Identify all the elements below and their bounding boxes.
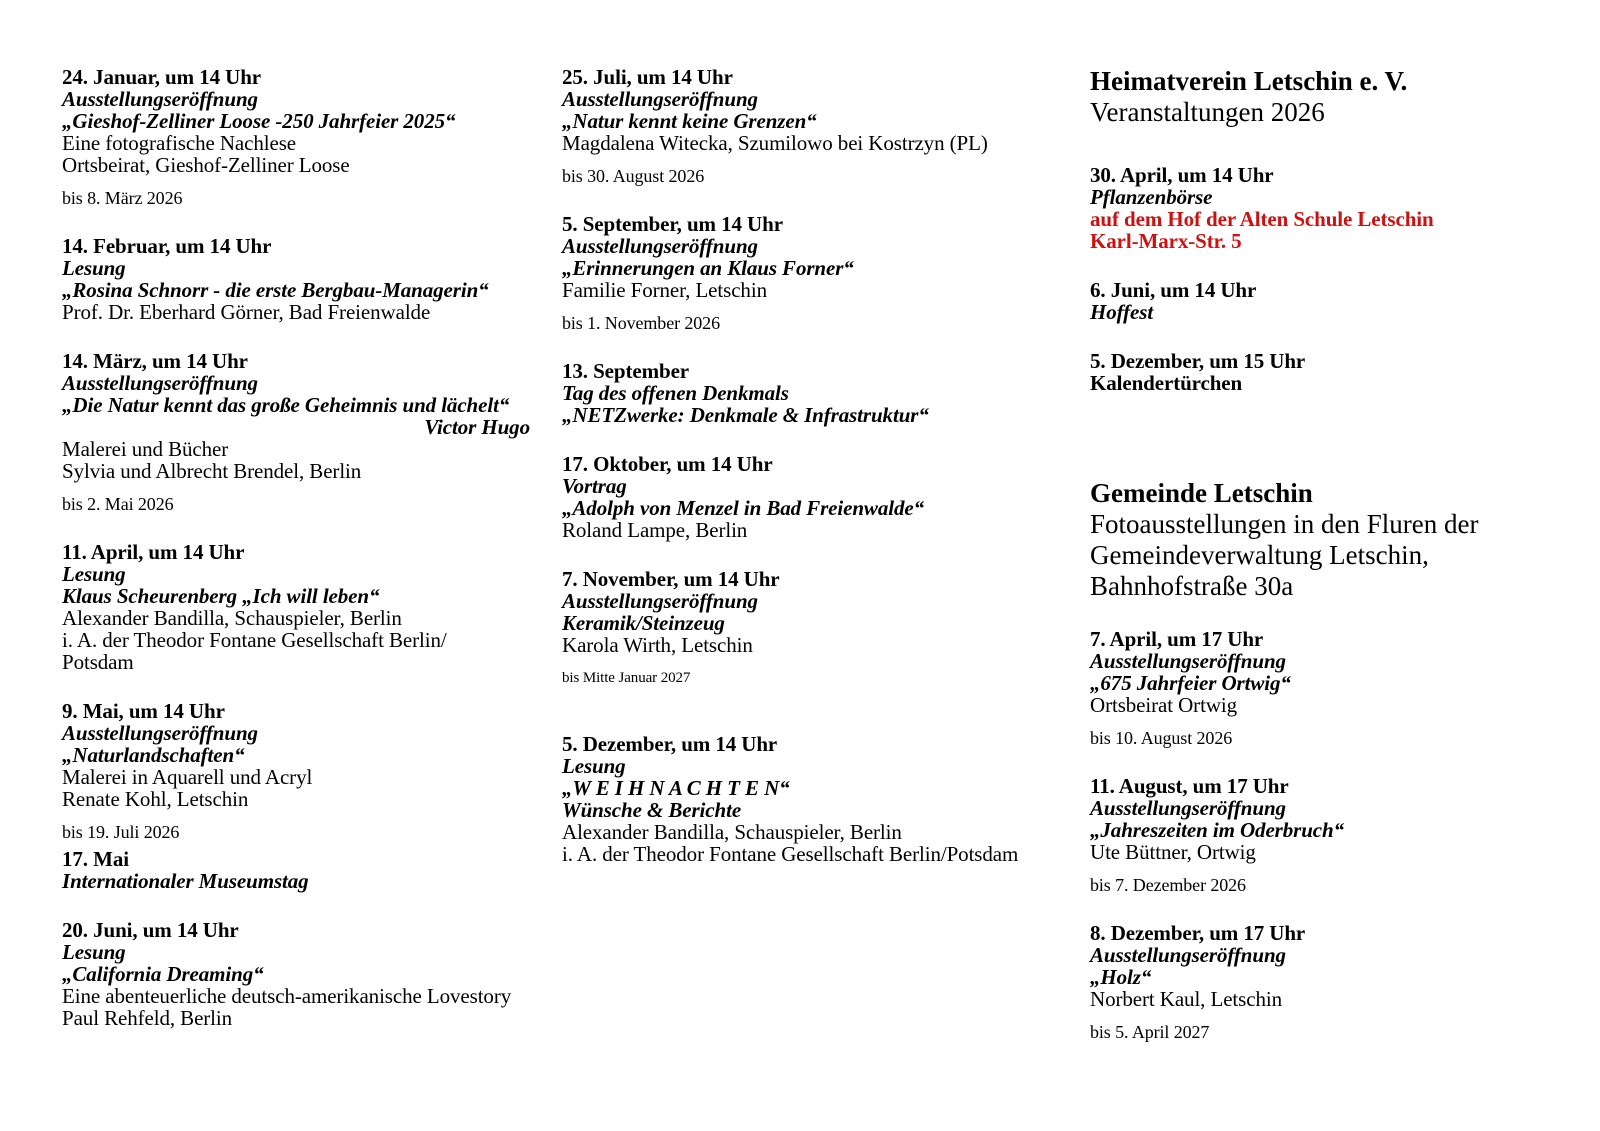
event-subtitle: Wünsche & Berichte — [562, 798, 742, 822]
event-category: Ausstellungseröffnung — [562, 87, 758, 111]
event-block — [62, 700, 544, 842]
event-detail: Potsdam — [62, 650, 134, 674]
event-detail: Familie Forner, Letschin — [562, 278, 767, 302]
event-title: Klaus Scheurenberg „Ich will leben“ — [62, 584, 380, 608]
event-block — [562, 66, 1044, 186]
event-block — [1090, 922, 1542, 1042]
event-date: 8. Dezember, um 17 Uhr — [1090, 921, 1306, 945]
event-title: Keramik/Steinzeug — [562, 611, 725, 635]
event-block — [562, 360, 1044, 426]
event-block — [562, 453, 1044, 541]
event-date: 17. Oktober, um 14 Uhr — [562, 452, 773, 476]
event-category: Lesung — [562, 754, 626, 778]
event-date: 25. Juli, um 14 Uhr — [562, 65, 733, 89]
event-until: bis 2. Mai 2026 — [62, 494, 174, 514]
event-block — [562, 213, 1044, 333]
event-detail: Paul Rehfeld, Berlin — [62, 1006, 233, 1030]
event-block — [1090, 350, 1542, 394]
event-category: Ausstellungseröffnung — [1090, 649, 1286, 673]
event-until: bis 1. November 2026 — [562, 313, 720, 333]
event-block — [62, 235, 544, 323]
event-date: 20. Juni, um 14 Uhr — [62, 918, 239, 942]
event-detail: Magdalena Witecka, Szumilowo bei Kostrzyn (PL) — [562, 131, 988, 155]
event-block — [1090, 775, 1542, 895]
event-category: Ausstellungseröffnung — [62, 87, 258, 111]
event-block — [62, 66, 544, 208]
event-date: 7. April, um 17 Uhr — [1090, 627, 1264, 651]
event-category: Internationaler Museumstag — [62, 869, 309, 893]
event-category: Ausstellungseröffnung — [1090, 796, 1286, 820]
section-subtitle: Gemeindeverwaltung Letschin, — [1090, 540, 1429, 570]
event-category: Lesung — [62, 940, 126, 964]
event-category: Ausstellungseröffnung — [62, 371, 258, 395]
event-title: „Holz“ — [1090, 965, 1152, 989]
event-block — [62, 541, 544, 673]
event-block — [62, 848, 544, 892]
event-until: bis 10. August 2026 — [1090, 728, 1233, 748]
event-category: Hoffest — [1090, 300, 1154, 324]
event-detail: Prof. Dr. Eberhard Görner, Bad Freienwalde — [62, 300, 431, 324]
event-title: „Naturlandschaften“ — [62, 743, 245, 767]
event-date: 30. April, um 14 Uhr — [1090, 163, 1274, 187]
event-title: „California Dreaming“ — [62, 962, 264, 986]
event-date: 11. April, um 14 Uhr — [62, 540, 245, 564]
column-organisation — [1090, 66, 1542, 1069]
event-detail: i. A. der Theodor Fontane Gesellschaft Berlin/Potsdam — [562, 842, 1019, 866]
event-title: „Rosina Schnorr - die erste Bergbau-Managerin“ — [62, 278, 489, 302]
event-name: Kalendertürchen — [1090, 371, 1243, 395]
event-date: 7. November, um 14 Uhr — [562, 567, 780, 591]
event-category: Ausstellungseröffnung — [562, 589, 758, 613]
event-detail: i. A. der Theodor Fontane Gesellschaft Berlin/ — [62, 628, 447, 652]
event-title: „W E I H N A C H T E N“ — [562, 776, 790, 800]
event-block — [1090, 164, 1542, 252]
event-date: 14. Februar, um 14 Uhr — [62, 234, 272, 258]
event-category: Lesung — [62, 256, 126, 280]
event-detail: Ute Büttner, Ortwig — [1090, 840, 1256, 864]
event-category: Ausstellungseröffnung — [562, 234, 758, 258]
section-header — [1090, 478, 1542, 602]
event-date: 24. Januar, um 14 Uhr — [62, 65, 261, 89]
event-address-red: Karl-Marx-Str. 5 — [1090, 229, 1242, 253]
event-title: „Natur kennt keine Grenzen“ — [562, 109, 817, 133]
event-detail: Malerei in Aquarell und Acryl — [62, 765, 313, 789]
event-block — [62, 350, 544, 514]
event-category: Ausstellungseröffnung — [1090, 943, 1286, 967]
event-detail: Eine fotografische Nachlese — [62, 131, 297, 155]
event-date: 11. August, um 17 Uhr — [1090, 774, 1289, 798]
event-until: bis 30. August 2026 — [562, 166, 705, 186]
event-detail: Ortsbeirat Ortwig — [1090, 693, 1238, 717]
event-detail: Alexander Bandilla, Schauspieler, Berlin — [62, 606, 402, 630]
event-category: Pflanzenbörse — [1090, 185, 1213, 209]
event-date: 14. März, um 14 Uhr — [62, 349, 248, 373]
event-date: 5. September, um 14 Uhr — [562, 212, 783, 236]
event-detail: Karola Wirth, Letschin — [562, 633, 753, 657]
org-header — [1090, 66, 1542, 128]
event-category: Vortrag — [562, 474, 627, 498]
event-attribution: Victor Hugo — [424, 415, 530, 439]
event-title: „Jahreszeiten im Oderbruch“ — [1090, 818, 1344, 842]
event-block — [1090, 628, 1542, 748]
event-detail: Alexander Bandilla, Schauspieler, Berlin — [562, 820, 902, 844]
section-title: Gemeinde Letschin — [1090, 478, 1313, 508]
event-block — [1090, 279, 1542, 323]
event-title: „Die Natur kennt das große Geheimnis und lächelt“ — [62, 393, 510, 417]
event-date: 5. Dezember, um 15 Uhr — [1090, 349, 1306, 373]
event-title: „Erinnerungen an Klaus Forner“ — [562, 256, 854, 280]
event-detail: Malerei und Bücher — [62, 437, 229, 461]
section-subtitle: Bahnhofstraße 30a — [1090, 571, 1294, 601]
event-until: bis 5. April 2027 — [1090, 1022, 1210, 1042]
event-detail: Sylvia und Albrecht Brendel, Berlin — [62, 459, 362, 483]
event-category: Tag des offenen Denkmals — [562, 381, 789, 405]
section-subtitle: Fotoausstellungen in den Fluren der — [1090, 509, 1479, 539]
column-jul-dez — [562, 66, 1044, 892]
event-date: 6. Juni, um 14 Uhr — [1090, 278, 1257, 302]
event-title: „NETZwerke: Denkmale & Infrastruktur“ — [562, 403, 929, 427]
event-category: Lesung — [62, 562, 126, 586]
event-date: 17. Mai — [62, 847, 129, 871]
org-title: Heimatverein Letschin e. V. — [1090, 66, 1408, 96]
event-until: bis Mitte Januar 2027 — [562, 670, 691, 686]
event-detail: Ortsbeirat, Gieshof-Zelliner Loose — [62, 153, 350, 177]
event-block — [562, 733, 1044, 865]
event-detail: Eine abenteuerliche deutsch-amerikanische Lovestory — [62, 984, 512, 1008]
event-block — [562, 568, 1044, 687]
event-title: „675 Jahrfeier Ortwig“ — [1090, 671, 1291, 695]
event-until: bis 8. März 2026 — [62, 188, 183, 208]
event-detail: Roland Lampe, Berlin — [562, 518, 748, 542]
event-date: 13. September — [562, 359, 690, 383]
org-subtitle: Veranstaltungen 2026 — [1090, 97, 1325, 127]
event-date: 9. Mai, um 14 Uhr — [62, 699, 225, 723]
event-detail: Renate Kohl, Letschin — [62, 787, 249, 811]
event-title: „Gieshof-Zelliner Loose -250 Jahrfeier 2025“ — [62, 109, 456, 133]
event-block — [62, 919, 544, 1029]
event-until: bis 7. Dezember 2026 — [1090, 875, 1246, 895]
event-location-red: auf dem Hof der Alten Schule Letschin — [1090, 207, 1434, 231]
event-title: „Adolph von Menzel in Bad Freienwalde“ — [562, 496, 924, 520]
column-jan-jun — [62, 66, 544, 1056]
event-date: 5. Dezember, um 14 Uhr — [562, 732, 778, 756]
event-until: bis 19. Juli 2026 — [62, 822, 180, 842]
event-detail: Norbert Kaul, Letschin — [1090, 987, 1282, 1011]
event-category: Ausstellungseröffnung — [62, 721, 258, 745]
